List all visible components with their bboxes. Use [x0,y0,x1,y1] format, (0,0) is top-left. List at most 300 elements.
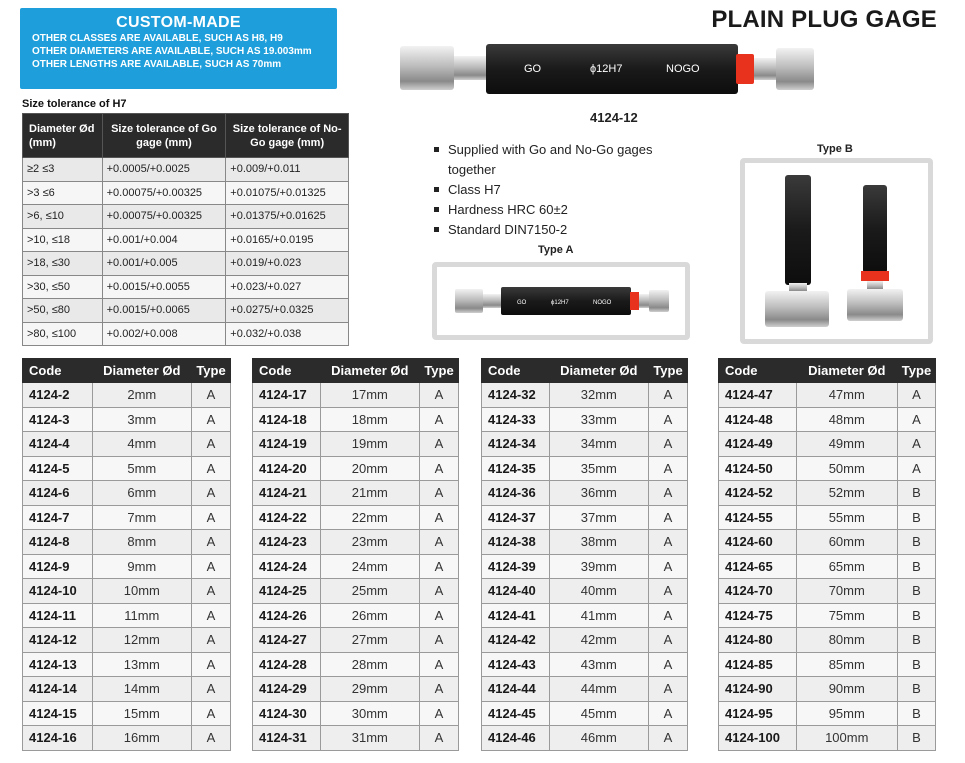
code-row [23,432,231,457]
custom-made-banner [20,8,337,89]
code-header: Code [482,359,550,383]
code-row [482,652,688,677]
gage-go-marking: GO [524,63,542,75]
type-cell: A [420,407,459,432]
type-cell: A [420,726,459,751]
code-cell: 4124-24 [253,554,321,579]
diameter-cell: 17mm [320,383,419,408]
diameter-cell: 42mm [549,628,648,653]
diameter-cell: 36mm [549,481,648,506]
diameter-cell: 32mm [549,383,648,408]
type-cell: A [192,701,231,726]
tolerance-go-cell: +0.001/+0.004 [102,228,226,252]
code-table-4 [718,358,936,751]
tolerance-diameter-cell: >10, ≤18 [23,228,103,252]
tolerance-row [23,158,349,182]
type-cell: A [192,383,231,408]
type-cell: A [420,652,459,677]
type-cell: A [192,603,231,628]
tolerance-row [23,181,349,205]
code-row [719,701,936,726]
diameter-cell: 9mm [92,554,191,579]
tolerance-go-cell: +0.0015/+0.0065 [102,299,226,323]
type-cell: A [649,481,688,506]
type-cell: A [649,677,688,702]
code-row [719,579,936,604]
code-row [23,628,231,653]
code-cell: 4124-43 [482,652,550,677]
diameter-cell: 27mm [320,628,419,653]
diameter-cell: 24mm [320,554,419,579]
type-cell: A [420,456,459,481]
feature-item: Standard DIN7150-2 [434,220,654,240]
type-cell: A [898,432,936,457]
diameter-cell: 45mm [549,701,648,726]
tolerance-go-cell: +0.002/+0.008 [102,322,226,346]
tolerance-diameter-cell: >3 ≤6 [23,181,103,205]
code-row [719,726,936,751]
type-cell: A [420,579,459,604]
diameter-cell: 11mm [92,603,191,628]
code-cell: 4124-95 [719,701,797,726]
custom-made-line: OTHER LENGTHS ARE AVAILABLE, SUCH AS 70mm [32,59,282,70]
tolerance-nogo-cell: +0.032/+0.038 [226,322,349,346]
code-row [253,407,459,432]
type-header: Type [649,359,688,383]
type-cell: A [898,456,936,481]
code-row [482,407,688,432]
code-row [253,383,459,408]
type-cell: A [649,652,688,677]
custom-made-title: CUSTOM-MADE [116,14,241,31]
code-cell: 4124-9 [23,554,93,579]
type-cell: A [192,677,231,702]
code-row [253,628,459,653]
type-cell: A [192,530,231,555]
code-row [719,456,936,481]
type-a-size-marking: ϕ12H7 [551,300,569,306]
code-cell: 4124-31 [253,726,321,751]
type-cell: B [898,628,936,653]
code-row [482,579,688,604]
code-row [482,530,688,555]
code-row [253,677,459,702]
code-cell: 4124-21 [253,481,321,506]
code-cell: 4124-65 [719,554,797,579]
type-cell: B [898,726,936,751]
code-cell: 4124-19 [253,432,321,457]
type-cell: A [192,726,231,751]
tolerance-row [23,299,349,323]
type-a-nogo-marking: NOGO [593,300,612,306]
diameter-header: Diameter Ød [549,359,648,383]
code-header: Code [23,359,93,383]
code-row [482,554,688,579]
code-cell: 4124-18 [253,407,321,432]
diameter-header: Diameter Ød [320,359,419,383]
code-cell: 4124-55 [719,505,797,530]
code-cell: 4124-4 [23,432,93,457]
diameter-cell: 22mm [320,505,419,530]
diameter-cell: 19mm [320,432,419,457]
type-cell: A [192,456,231,481]
diameter-cell: 35mm [549,456,648,481]
type-cell: A [192,505,231,530]
code-row [23,701,231,726]
diameter-cell: 23mm [320,530,419,555]
code-row [719,505,936,530]
type-cell: A [192,628,231,653]
type-cell: A [192,554,231,579]
code-row [719,432,936,457]
type-cell: A [649,456,688,481]
feature-item: Hardness HRC 60±2 [434,200,654,220]
page-title: PLAIN PLUG GAGE [711,6,937,33]
diameter-cell: 65mm [796,554,897,579]
diameter-cell: 29mm [320,677,419,702]
code-cell: 4124-70 [719,579,797,604]
diameter-cell: 7mm [92,505,191,530]
code-cell: 4124-52 [719,481,797,506]
diameter-cell: 3mm [92,407,191,432]
code-cell: 4124-7 [23,505,93,530]
tolerance-table [22,113,349,346]
code-cell: 4124-100 [719,726,797,751]
tolerance-nogo-cell: +0.0165/+0.0195 [226,228,349,252]
code-cell: 4124-37 [482,505,550,530]
code-row [482,383,688,408]
custom-made-line: OTHER DIAMETERS ARE AVAILABLE, SUCH AS 19.003mm [32,46,312,57]
type-a-go-marking: GO [517,300,527,306]
code-cell: 4124-2 [23,383,93,408]
diameter-cell: 49mm [796,432,897,457]
code-row [253,456,459,481]
code-row [253,554,459,579]
tolerance-go-cell: +0.0015/+0.0055 [102,275,226,299]
custom-made-line: OTHER CLASSES ARE AVAILABLE, SUCH AS H8, H9 [32,33,283,44]
type-cell: A [420,677,459,702]
type-cell: B [898,579,936,604]
code-cell: 4124-17 [253,383,321,408]
code-row [23,554,231,579]
type-cell: B [898,554,936,579]
diameter-cell: 16mm [92,726,191,751]
code-row [23,383,231,408]
tolerance-header-nogo: Size tolerance of No-Go gage (mm) [226,114,349,158]
code-row [482,628,688,653]
diameter-cell: 43mm [549,652,648,677]
feature-item: Supplied with Go and No-Go gages together [434,140,654,180]
type-cell: A [192,652,231,677]
code-cell: 4124-60 [719,530,797,555]
type-cell: A [192,432,231,457]
code-cell: 4124-33 [482,407,550,432]
feature-list [434,140,654,240]
tolerance-diameter-cell: >80, ≤100 [23,322,103,346]
diameter-cell: 46mm [549,726,648,751]
diameter-header: Diameter Ød [796,359,897,383]
tolerance-header-go: Size tolerance of Go gage (mm) [102,114,226,158]
diameter-cell: 13mm [92,652,191,677]
code-cell: 4124-45 [482,701,550,726]
diameter-cell: 25mm [320,579,419,604]
diameter-cell: 52mm [796,481,897,506]
code-cell: 4124-13 [23,652,93,677]
type-cell: A [649,726,688,751]
code-cell: 4124-39 [482,554,550,579]
tolerance-nogo-cell: +0.019/+0.023 [226,252,349,276]
type-cell: A [649,432,688,457]
diameter-cell: 28mm [320,652,419,677]
code-cell: 4124-23 [253,530,321,555]
code-cell: 4124-10 [23,579,93,604]
code-row [719,383,936,408]
code-cell: 4124-29 [253,677,321,702]
code-cell: 4124-20 [253,456,321,481]
diameter-cell: 50mm [796,456,897,481]
diameter-cell: 55mm [796,505,897,530]
code-row [719,554,936,579]
code-row [23,481,231,506]
type-cell: A [649,383,688,408]
tolerance-go-cell: +0.00075/+0.00325 [102,181,226,205]
code-cell: 4124-47 [719,383,797,408]
code-cell: 4124-27 [253,628,321,653]
tolerance-diameter-cell: >50, ≤80 [23,299,103,323]
code-row [253,432,459,457]
code-row [482,481,688,506]
type-cell: A [420,530,459,555]
tolerance-nogo-cell: +0.009/+0.011 [226,158,349,182]
code-row [482,432,688,457]
code-row [482,726,688,751]
feature-item: Class H7 [434,180,654,200]
code-row [482,456,688,481]
plug-gage-image [398,40,818,98]
type-b-image-frame [740,158,933,344]
type-cell: A [649,628,688,653]
type-cell: B [898,481,936,506]
code-row [253,530,459,555]
code-row [23,579,231,604]
product-code: 4124-12 [590,110,638,125]
tolerance-go-cell: +0.001/+0.005 [102,252,226,276]
code-row [253,481,459,506]
diameter-cell: 31mm [320,726,419,751]
type-a-label: Type A [538,244,574,256]
tolerance-row [23,275,349,299]
code-row [719,628,936,653]
diameter-cell: 100mm [796,726,897,751]
code-cell: 4124-16 [23,726,93,751]
diameter-cell: 34mm [549,432,648,457]
type-cell: B [898,603,936,628]
code-row [253,701,459,726]
code-header: Code [253,359,321,383]
code-row [23,407,231,432]
diameter-cell: 5mm [92,456,191,481]
code-cell: 4124-26 [253,603,321,628]
code-cell: 4124-22 [253,505,321,530]
code-row [719,481,936,506]
diameter-cell: 21mm [320,481,419,506]
code-cell: 4124-15 [23,701,93,726]
diameter-cell: 15mm [92,701,191,726]
diameter-cell: 20mm [320,456,419,481]
diameter-cell: 47mm [796,383,897,408]
type-cell: A [649,505,688,530]
gage-nogo-marking: NOGO [666,63,700,75]
diameter-cell: 41mm [549,603,648,628]
type-cell: A [649,701,688,726]
code-cell: 4124-25 [253,579,321,604]
diameter-cell: 33mm [549,407,648,432]
code-row [23,677,231,702]
type-cell: A [420,505,459,530]
code-table-1 [22,358,231,751]
code-row [482,677,688,702]
code-cell: 4124-32 [482,383,550,408]
type-cell: A [420,701,459,726]
type-header: Type [420,359,459,383]
code-row [482,603,688,628]
code-cell: 4124-35 [482,456,550,481]
type-cell: B [898,701,936,726]
gage-size-marking: ϕ12H7 [590,63,623,75]
code-row [253,579,459,604]
code-cell: 4124-5 [23,456,93,481]
code-row [482,701,688,726]
diameter-cell: 90mm [796,677,897,702]
code-cell: 4124-85 [719,652,797,677]
type-a-image-frame [432,262,690,340]
tolerance-diameter-cell: >6, ≤10 [23,205,103,229]
diameter-cell: 39mm [549,554,648,579]
tolerance-nogo-cell: +0.01075/+0.01325 [226,181,349,205]
type-cell: A [649,407,688,432]
type-cell: A [420,432,459,457]
code-table-2 [252,358,459,751]
tolerance-row [23,228,349,252]
code-table-3 [481,358,688,751]
tolerance-go-cell: +0.0005/+0.0025 [102,158,226,182]
code-cell: 4124-41 [482,603,550,628]
type-cell: A [649,603,688,628]
code-cell: 4124-11 [23,603,93,628]
type-cell: A [192,407,231,432]
code-row [253,652,459,677]
type-header: Type [192,359,231,383]
type-cell: B [898,505,936,530]
code-cell: 4124-80 [719,628,797,653]
code-row [23,603,231,628]
code-cell: 4124-46 [482,726,550,751]
tolerance-row [23,205,349,229]
diameter-cell: 80mm [796,628,897,653]
tolerance-nogo-cell: +0.0275/+0.0325 [226,299,349,323]
tolerance-table-caption: Size tolerance of H7 [22,98,127,110]
code-cell: 4124-42 [482,628,550,653]
code-row [253,505,459,530]
tolerance-diameter-cell: >30, ≤50 [23,275,103,299]
type-cell: A [649,530,688,555]
type-cell: A [192,579,231,604]
tolerance-diameter-cell: ≥2 ≤3 [23,158,103,182]
type-cell: A [898,383,936,408]
tolerance-row [23,322,349,346]
diameter-cell: 70mm [796,579,897,604]
code-cell: 4124-38 [482,530,550,555]
type-cell: A [420,554,459,579]
tolerance-go-cell: +0.00075/+0.00325 [102,205,226,229]
code-header: Code [719,359,797,383]
type-cell: A [420,628,459,653]
diameter-cell: 37mm [549,505,648,530]
type-b-label: Type B [817,143,853,155]
code-cell: 4124-3 [23,407,93,432]
code-row [23,652,231,677]
type-cell: A [420,383,459,408]
code-cell: 4124-48 [719,407,797,432]
diameter-cell: 75mm [796,603,897,628]
type-cell: A [420,603,459,628]
diameter-cell: 18mm [320,407,419,432]
code-cell: 4124-90 [719,677,797,702]
tolerance-nogo-cell: +0.01375/+0.01625 [226,205,349,229]
diameter-cell: 44mm [549,677,648,702]
code-cell: 4124-40 [482,579,550,604]
code-row [253,726,459,751]
code-cell: 4124-75 [719,603,797,628]
code-row [23,456,231,481]
code-cell: 4124-14 [23,677,93,702]
tolerance-row [23,252,349,276]
code-cell: 4124-44 [482,677,550,702]
diameter-cell: 8mm [92,530,191,555]
diameter-cell: 60mm [796,530,897,555]
diameter-cell: 6mm [92,481,191,506]
code-cell: 4124-8 [23,530,93,555]
code-cell: 4124-36 [482,481,550,506]
diameter-cell: 95mm [796,701,897,726]
diameter-cell: 40mm [549,579,648,604]
code-cell: 4124-30 [253,701,321,726]
code-row [23,726,231,751]
type-cell: A [898,407,936,432]
type-b-gage-image [745,163,928,339]
code-row [719,530,936,555]
diameter-header: Diameter Ød [92,359,191,383]
code-cell: 4124-6 [23,481,93,506]
code-row [253,603,459,628]
diameter-cell: 4mm [92,432,191,457]
diameter-cell: 10mm [92,579,191,604]
code-row [719,677,936,702]
diameter-cell: 12mm [92,628,191,653]
diameter-cell: 38mm [549,530,648,555]
code-cell: 4124-34 [482,432,550,457]
code-row [719,652,936,677]
code-row [482,505,688,530]
code-row [719,407,936,432]
diameter-cell: 48mm [796,407,897,432]
type-cell: A [649,579,688,604]
code-row [719,603,936,628]
type-cell: A [649,554,688,579]
type-cell: B [898,677,936,702]
tolerance-nogo-cell: +0.023/+0.027 [226,275,349,299]
type-cell: A [192,481,231,506]
